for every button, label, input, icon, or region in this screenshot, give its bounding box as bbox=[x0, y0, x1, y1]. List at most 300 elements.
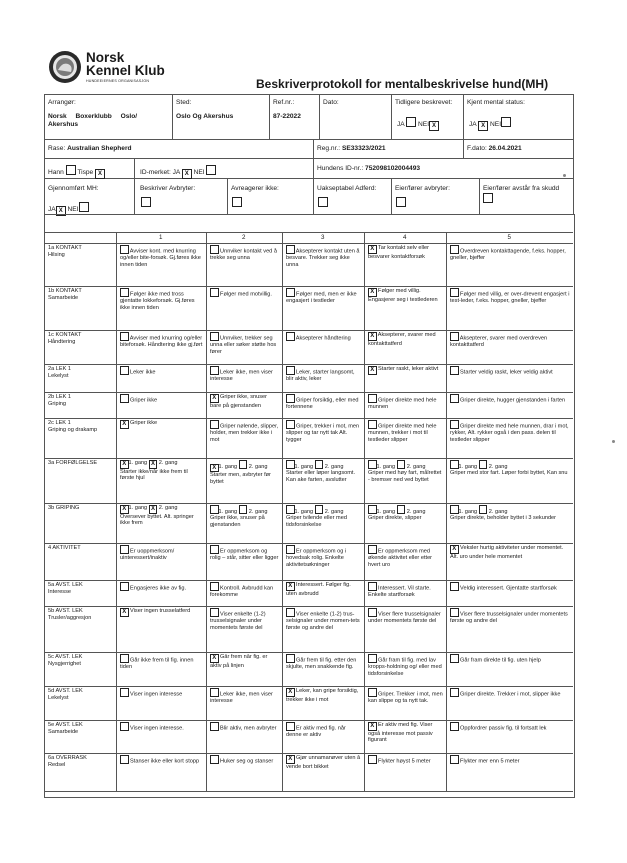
option-checkbox[interactable] bbox=[120, 582, 129, 591]
option-text: Starter raskt, leker aktivt bbox=[376, 366, 439, 372]
row-label: 6a OVERRASK Redsel bbox=[48, 755, 87, 768]
option-checkbox[interactable]: X bbox=[286, 688, 295, 697]
kjent-nei-checkbox[interactable] bbox=[501, 117, 511, 127]
option-text: Flykter mer enn 5 meter bbox=[458, 758, 520, 765]
option-text: Leker ikke, men viser interesse bbox=[210, 691, 273, 705]
kjent-ja-checkbox[interactable]: X bbox=[478, 121, 488, 131]
option-checkbox[interactable] bbox=[239, 460, 248, 469]
option-text bbox=[286, 464, 361, 484]
option-checkbox[interactable] bbox=[210, 545, 219, 554]
option-text: Er oppmerksom med økende aktivitet eller etter hvert uro bbox=[368, 548, 433, 568]
grid-cell bbox=[450, 505, 570, 542]
grid-line bbox=[44, 580, 573, 581]
avreagerer-checkbox[interactable] bbox=[232, 197, 242, 207]
rase-field: Rase: Australian Shepherd bbox=[48, 145, 132, 152]
refnr-value: 87-22022 bbox=[273, 113, 301, 120]
option-checkbox[interactable]: X bbox=[368, 332, 377, 341]
option-checkbox[interactable] bbox=[120, 394, 129, 403]
brand-subtitle: HUNDEEIERNES ORGANISASJON bbox=[86, 79, 150, 83]
option-checkbox[interactable]: X bbox=[210, 464, 219, 473]
option-checkbox[interactable] bbox=[210, 366, 219, 375]
option-checkbox[interactable]: X bbox=[368, 366, 377, 375]
grid-cell bbox=[450, 420, 570, 457]
option-text: Følger ikke med tross gjentatte lokkeforsøk. Gj.føres ikke innen tiden bbox=[120, 291, 195, 311]
option-checkbox[interactable] bbox=[286, 394, 295, 403]
grid-cell bbox=[286, 460, 361, 502]
grid-line bbox=[44, 543, 573, 544]
grid-cell bbox=[286, 688, 361, 719]
row-label: 3b GRIPING bbox=[48, 505, 80, 511]
scan-speck bbox=[563, 174, 566, 177]
grid-cell bbox=[210, 460, 279, 502]
grid-cell bbox=[210, 288, 279, 329]
grid-line bbox=[44, 686, 573, 687]
option-checkbox[interactable] bbox=[450, 460, 459, 469]
option-checkbox[interactable] bbox=[120, 545, 129, 554]
grid-line bbox=[44, 720, 573, 721]
column-number: 5 bbox=[507, 234, 511, 241]
option-checkbox[interactable] bbox=[450, 332, 459, 341]
row-label: 1b KONTAKT Samarbeide bbox=[48, 288, 82, 301]
option-text: Aksepterer, svarer med overdreven kontakttatferd bbox=[450, 335, 548, 349]
scan-speck bbox=[612, 440, 615, 443]
option-checkbox[interactable] bbox=[450, 688, 459, 697]
option-checkbox[interactable] bbox=[120, 654, 129, 663]
option-text: Går frem når fig. er aktiv på linjen bbox=[210, 654, 268, 669]
option-text bbox=[450, 509, 570, 522]
option-checkbox[interactable] bbox=[315, 460, 324, 469]
option-checkbox[interactable] bbox=[286, 245, 295, 254]
grid-line bbox=[44, 330, 573, 331]
uakseptabel-label: Uakseptabel Adferd: bbox=[317, 185, 377, 192]
sex-options: Hann Tispe X bbox=[48, 165, 105, 179]
option-checkbox[interactable]: X bbox=[210, 394, 219, 403]
dato-label: Dato: bbox=[323, 99, 339, 106]
option-text: Viser enkelte (1-2) trusselsignaler under momentets første del bbox=[210, 611, 266, 631]
option-text: Interessert. Følger fig. uten avbrudd bbox=[286, 582, 351, 597]
grid-cell bbox=[368, 366, 443, 391]
option-checkbox[interactable]: X bbox=[368, 722, 377, 731]
option-checkbox[interactable]: X bbox=[149, 505, 158, 514]
grid-cell bbox=[450, 366, 570, 391]
gang-label: 1. gang bbox=[218, 463, 238, 470]
idmerket-options: ID-merket: JA X NEI bbox=[140, 165, 216, 179]
option-text: Griper direkte med hele munnen bbox=[368, 397, 437, 411]
option-checkbox[interactable] bbox=[450, 755, 459, 764]
grid-cell bbox=[120, 394, 203, 417]
regnr-field: Reg.nr.: SE33323/2021 bbox=[317, 145, 386, 152]
column-number: 2 bbox=[242, 234, 246, 241]
option-text: Leker ikke bbox=[128, 369, 156, 376]
option-text: Avviser med knurring og/eller biteforsøk. Håndtering ikke gj.ført bbox=[120, 335, 203, 349]
option-text: Overdreven kontakttagende, f.eks. hopper, gneller, bjeffer bbox=[450, 248, 566, 262]
gang-label: 1. gang bbox=[458, 508, 478, 515]
option-checkbox[interactable]: X bbox=[368, 245, 377, 254]
gjennomfort-label: Gjennomført MH: bbox=[48, 185, 99, 192]
option-text: Aksepterer håndtering bbox=[294, 335, 351, 342]
option-text: Huker seg og stanser bbox=[218, 758, 274, 765]
grid-line bbox=[44, 503, 573, 504]
gang-label: 1. gang bbox=[128, 505, 148, 511]
grid-cell bbox=[210, 608, 279, 651]
grid-cell bbox=[120, 608, 203, 651]
tidligere-nei-checkbox[interactable]: X bbox=[429, 121, 439, 131]
option-checkbox[interactable] bbox=[450, 420, 459, 429]
grid-cell bbox=[120, 755, 203, 790]
option-checkbox[interactable] bbox=[450, 608, 459, 617]
row-label: 3a FORFØLGELSE bbox=[48, 460, 98, 466]
option-text: Veldig interessert. Gjentatte startforsøk bbox=[458, 585, 557, 592]
option-checkbox[interactable] bbox=[120, 288, 129, 297]
arranger-label: Arrangør: bbox=[48, 99, 76, 106]
gang-label: 2. gang bbox=[158, 460, 178, 466]
grid-cell bbox=[210, 722, 279, 752]
grid-cell bbox=[286, 394, 361, 417]
option-text: Griper ikke bbox=[128, 397, 158, 404]
grid-cell bbox=[210, 755, 279, 790]
option-checkbox[interactable] bbox=[450, 505, 459, 514]
gjennomfort-nei-checkbox[interactable] bbox=[79, 202, 89, 212]
grid-cell bbox=[368, 582, 443, 605]
gang-label: 2. gang bbox=[488, 508, 508, 515]
option-description: Griper ikke, snuser på gjenstanden bbox=[210, 515, 265, 528]
option-checkbox[interactable] bbox=[315, 505, 324, 514]
option-text: Oppfordrer passiv fig. til fortsatt lek bbox=[458, 725, 547, 732]
option-checkbox[interactable] bbox=[286, 608, 295, 617]
option-checkbox[interactable] bbox=[450, 582, 459, 591]
option-checkbox[interactable]: X bbox=[120, 608, 129, 617]
option-text bbox=[120, 460, 203, 482]
grid-cell bbox=[450, 654, 570, 685]
arranger-value: Norsk Boxerklubb Oslo/ Akershus bbox=[48, 113, 138, 128]
grid-cell bbox=[286, 654, 361, 685]
option-text: Går fram direkte til fig. uten hjelp bbox=[458, 657, 541, 664]
option-checkbox[interactable] bbox=[286, 420, 295, 429]
option-checkbox[interactable] bbox=[479, 460, 488, 469]
option-checkbox[interactable]: X bbox=[120, 420, 129, 429]
gang-label: 2. gang bbox=[158, 505, 178, 511]
sted-label: Sted: bbox=[176, 99, 192, 106]
grid-cell bbox=[368, 420, 443, 457]
option-checkbox[interactable] bbox=[286, 654, 295, 663]
option-text: Flykter høyst 5 meter bbox=[376, 758, 431, 765]
option-checkbox[interactable] bbox=[450, 245, 459, 254]
option-text: Veksler hurtig aktiviteter under momentet. Alt. uro under hele momentet bbox=[450, 545, 564, 560]
option-checkbox[interactable] bbox=[450, 654, 459, 663]
option-checkbox[interactable] bbox=[210, 288, 219, 297]
option-checkbox[interactable] bbox=[479, 505, 488, 514]
gang-label: 2. gang bbox=[488, 463, 508, 470]
sted-value: Oslo Og Akershus bbox=[176, 113, 234, 120]
option-checkbox[interactable] bbox=[286, 545, 295, 554]
option-checkbox[interactable] bbox=[120, 332, 129, 341]
option-checkbox[interactable] bbox=[120, 755, 129, 764]
option-checkbox[interactable] bbox=[120, 722, 129, 731]
option-text: Starter veldig raskt, leker veldig aktivt bbox=[458, 369, 553, 376]
option-checkbox[interactable] bbox=[368, 755, 377, 764]
grid-cell bbox=[450, 332, 570, 363]
grid-cell bbox=[210, 688, 279, 719]
option-text: Er uoppmerksom/ uinteressert/inaktiv bbox=[120, 548, 175, 562]
grid-cell bbox=[450, 755, 570, 790]
grid-line bbox=[44, 418, 573, 419]
option-text: Viser flere trusselsignaler under momentets første og andre del bbox=[450, 611, 568, 625]
gang-label: 1. gang bbox=[294, 463, 314, 470]
grid-cell bbox=[286, 245, 361, 285]
grid-line bbox=[44, 458, 573, 459]
option-checkbox[interactable] bbox=[120, 245, 129, 254]
grid-cell bbox=[286, 545, 361, 579]
option-text: Griper. Trekker i mot, men kan slippe og ta nytt tak. bbox=[368, 691, 443, 705]
option-checkbox[interactable] bbox=[368, 688, 377, 697]
option-checkbox[interactable] bbox=[210, 722, 219, 731]
row-label: 5e AVST. LEK Samarbeide bbox=[48, 722, 83, 735]
option-checkbox[interactable] bbox=[450, 722, 459, 731]
option-text: Følger med motvillig. bbox=[218, 291, 272, 298]
option-text: Følger med villig. Engasjerer seg i testlederen bbox=[368, 288, 438, 303]
option-checkbox[interactable] bbox=[210, 420, 219, 429]
option-text bbox=[210, 464, 279, 486]
option-checkbox[interactable] bbox=[368, 608, 377, 617]
grid-line bbox=[206, 232, 207, 791]
grid-cell bbox=[286, 288, 361, 329]
option-text: Følger med villig, er over-drevent engasjert i test-leder, f.eks. hopper, gneller, bjeffer bbox=[450, 291, 570, 305]
grid-cell bbox=[368, 654, 443, 685]
gang-label: 2. gang bbox=[406, 508, 426, 515]
grid-cell bbox=[450, 394, 570, 417]
avreagerer-label: Avreagerer ikke: bbox=[231, 185, 279, 192]
grid-line bbox=[282, 232, 283, 791]
option-text: Leker ikke, men viser interesse bbox=[210, 369, 273, 383]
grid-cell bbox=[286, 366, 361, 391]
option-text bbox=[210, 509, 279, 529]
option-text: Interessert. Vil starte. Enkelte startforsøk bbox=[368, 585, 431, 599]
eier-avbryter-checkbox[interactable] bbox=[396, 197, 406, 207]
grid-cell bbox=[120, 505, 203, 542]
option-checkbox[interactable]: X bbox=[286, 755, 295, 764]
option-checkbox[interactable]: X bbox=[120, 460, 129, 469]
option-text: Er aktiv med fig. når denne er aktiv bbox=[286, 725, 346, 739]
grid-cell bbox=[286, 755, 361, 790]
option-text: Viser ingen interesse. bbox=[128, 725, 184, 732]
option-checkbox[interactable] bbox=[286, 366, 295, 375]
option-text: Aksepterer, svarer med kontakttatferd bbox=[368, 332, 436, 347]
option-text: Griper direkte, hugger gjenstanden i farten bbox=[458, 397, 566, 404]
grid-cell bbox=[286, 505, 361, 542]
grid-line bbox=[364, 232, 365, 791]
option-text: Kontroll. Avbrudd kan forekomme bbox=[210, 585, 274, 599]
option-checkbox[interactable] bbox=[210, 608, 219, 617]
option-checkbox[interactable] bbox=[286, 505, 295, 514]
beskriver-avbryter-checkbox[interactable] bbox=[141, 197, 151, 207]
option-checkbox[interactable] bbox=[368, 394, 377, 403]
option-checkbox[interactable] bbox=[286, 332, 295, 341]
grid-cell bbox=[120, 654, 203, 685]
gang-label: 1. gang bbox=[128, 460, 148, 466]
option-checkbox[interactable]: X bbox=[210, 654, 219, 663]
grid-cell bbox=[120, 245, 203, 285]
grid-line bbox=[116, 232, 117, 791]
grid-cell bbox=[368, 755, 443, 790]
option-checkbox[interactable] bbox=[286, 460, 295, 469]
option-checkbox[interactable] bbox=[397, 505, 406, 514]
option-description: Griper direkte, slipper bbox=[368, 515, 422, 522]
grid-cell bbox=[450, 545, 570, 579]
grid-line bbox=[44, 753, 573, 754]
option-text: Går ikke frem til fig. innen tiden bbox=[120, 657, 194, 671]
option-checkbox[interactable] bbox=[450, 394, 459, 403]
option-checkbox[interactable] bbox=[368, 654, 377, 663]
option-checkbox[interactable] bbox=[120, 366, 129, 375]
brand-name: Norsk Kennel Klub bbox=[86, 50, 165, 78]
grid-cell bbox=[368, 608, 443, 651]
row-label: 1a KONTAKT Hilsing bbox=[48, 245, 82, 258]
row-label: 5d AVST. LEK Lekelyst bbox=[48, 688, 83, 701]
option-description: Griper tvilende eller med tidsforsinkelse bbox=[286, 515, 347, 528]
grid-line bbox=[44, 364, 573, 365]
option-checkbox[interactable] bbox=[210, 582, 219, 591]
grid-cell bbox=[368, 505, 443, 542]
fdato-field: F.dato: 26.04.2021 bbox=[467, 145, 522, 152]
gang-label: 1. gang bbox=[376, 508, 396, 515]
option-checkbox[interactable] bbox=[239, 505, 248, 514]
option-text: Stanser ikke eller kort stopp bbox=[128, 758, 200, 765]
grid-cell bbox=[120, 688, 203, 719]
tispe-checkbox[interactable]: X bbox=[95, 169, 105, 179]
option-text: Følger med, men er ikke engasjert i testleder bbox=[286, 291, 357, 305]
option-text: Viser ingen trusselatferd bbox=[128, 608, 191, 614]
grid-cell bbox=[120, 460, 203, 502]
option-text: Leker, kan gripe forsiktig, trekker ikke i mot bbox=[286, 688, 359, 703]
option-text: Avviser kont. med knurring og/eller bite-forsøk. Gj.føres ikke innen tiden bbox=[120, 248, 201, 268]
option-checkbox[interactable]: X bbox=[149, 460, 158, 469]
option-checkbox[interactable] bbox=[286, 288, 295, 297]
nkk-logo-icon bbox=[48, 50, 82, 84]
idmerket-nei-checkbox[interactable] bbox=[206, 165, 216, 175]
option-text: Aksepterer kontakt uten å besvare. Trekker seg ikke unna bbox=[286, 248, 360, 268]
option-checkbox[interactable] bbox=[450, 288, 459, 297]
option-checkbox[interactable]: X bbox=[368, 288, 377, 297]
grid-cell bbox=[450, 722, 570, 752]
gang-label: 2. gang bbox=[406, 463, 426, 470]
option-text bbox=[286, 509, 361, 529]
column-number: 1 bbox=[159, 234, 163, 241]
idmerket-ja-checkbox[interactable]: X bbox=[182, 169, 192, 179]
option-text: Griper ikke, snuser bare på gjenstanden bbox=[210, 394, 267, 409]
option-text bbox=[368, 509, 443, 522]
option-checkbox[interactable]: X bbox=[286, 582, 295, 591]
option-description: Griper med høy fart, målrettet - bremser ned ved byttet bbox=[368, 470, 442, 483]
uakseptabel-checkbox[interactable] bbox=[318, 197, 328, 207]
option-text: Er aktiv med fig. Viser også interesse mot passiv figurant bbox=[368, 722, 433, 744]
option-checkbox[interactable] bbox=[210, 755, 219, 764]
grid-cell bbox=[450, 460, 570, 502]
gang-label: 1. gang bbox=[294, 508, 314, 515]
grid-cell bbox=[120, 582, 203, 605]
option-text: Tar kontakt selv eller besvarer kontaktforsøk bbox=[368, 245, 429, 260]
tidligere-label: Tidligere beskrevet: bbox=[395, 99, 453, 106]
gjennomfort-options: JA X NEI bbox=[48, 202, 89, 216]
option-checkbox[interactable] bbox=[210, 688, 219, 697]
kjent-options: JA X NEI bbox=[469, 117, 511, 131]
grid-cell bbox=[450, 582, 570, 605]
option-checkbox[interactable] bbox=[286, 722, 295, 731]
option-checkbox[interactable] bbox=[120, 688, 129, 697]
option-checkbox[interactable] bbox=[450, 366, 459, 375]
option-text: Griper nølende, slipper, holder, men trekker ikke i mot bbox=[210, 423, 279, 443]
grid-cell bbox=[210, 420, 279, 457]
grid-cell bbox=[368, 545, 443, 579]
row-label: 5b AVST. LEK Trusler/aggresjon bbox=[48, 608, 92, 621]
grid-line bbox=[44, 243, 573, 244]
eier-avstar-label: Eier/fører avstår fra skudd bbox=[483, 185, 571, 205]
option-checkbox[interactable]: X bbox=[450, 545, 459, 554]
option-text: Er oppmerksom og i hovedsak rolig. Enkelte aktivitetsøkninger bbox=[286, 548, 347, 568]
grid-cell bbox=[450, 245, 570, 285]
hundens-id-field: Hundens ID-nr.: 752098102004493 bbox=[317, 165, 421, 172]
grid-cell bbox=[210, 505, 279, 542]
gang-label: 2. gang bbox=[248, 508, 268, 515]
grid-cell bbox=[286, 420, 361, 457]
option-checkbox[interactable] bbox=[210, 332, 219, 341]
option-checkbox[interactable]: X bbox=[120, 505, 129, 514]
option-description: Starter men, avbryter før byttet bbox=[210, 472, 271, 485]
grid-cell bbox=[210, 332, 279, 363]
grid-cell bbox=[210, 394, 279, 417]
option-checkbox[interactable] bbox=[368, 505, 377, 514]
grid-cell bbox=[368, 288, 443, 329]
eier-avstar-checkbox[interactable] bbox=[483, 193, 493, 203]
option-text: Unnviker kontakt ved å trekke seg unna bbox=[210, 248, 277, 262]
grid-cell bbox=[210, 545, 279, 579]
option-checkbox[interactable] bbox=[368, 420, 377, 429]
option-checkbox[interactable] bbox=[368, 545, 377, 554]
page-title: Beskriverprotokoll for mentalbeskrivelse hund(MH) bbox=[256, 77, 549, 91]
grid-cell bbox=[450, 688, 570, 719]
option-text: Viser ingen interesse bbox=[128, 691, 183, 698]
column-number: 3 bbox=[321, 234, 325, 241]
grid-line bbox=[44, 652, 573, 653]
grid-line bbox=[44, 606, 573, 607]
option-text bbox=[368, 464, 443, 484]
option-checkbox[interactable] bbox=[210, 505, 219, 514]
grid-cell bbox=[210, 654, 279, 685]
grid-cell bbox=[368, 245, 443, 285]
option-checkbox[interactable] bbox=[397, 460, 406, 469]
option-text: Viser flere trusselsignaler under momentets første del bbox=[368, 611, 441, 625]
option-checkbox[interactable] bbox=[368, 582, 377, 591]
option-description: Starter eller løper langsomt. Kan ake farten, avslutter bbox=[286, 470, 356, 483]
grid-cell bbox=[286, 332, 361, 363]
grid-cell bbox=[210, 245, 279, 285]
grid-cell bbox=[368, 722, 443, 752]
grid-cell bbox=[286, 582, 361, 605]
option-checkbox[interactable] bbox=[368, 460, 377, 469]
gang-label: 1. gang bbox=[376, 463, 396, 470]
option-description: Starter ikke/når ikke frem til første hjul bbox=[120, 468, 188, 482]
option-text: Gjør unnamanøver uten å vende bort bikket bbox=[286, 755, 361, 770]
option-text bbox=[450, 464, 570, 477]
gang-label: 2. gang bbox=[324, 508, 344, 515]
hann-checkbox[interactable] bbox=[66, 165, 76, 175]
gjennomfort-ja-checkbox[interactable]: X bbox=[56, 206, 66, 216]
grid-line bbox=[446, 232, 447, 791]
grid-cell bbox=[286, 722, 361, 752]
beskriver-avbryter-label: Beskriver Avbryter: bbox=[140, 185, 196, 192]
option-checkbox[interactable] bbox=[210, 245, 219, 254]
tidligere-options: JA NEI X bbox=[397, 117, 439, 131]
tidligere-ja-checkbox[interactable] bbox=[406, 117, 416, 127]
